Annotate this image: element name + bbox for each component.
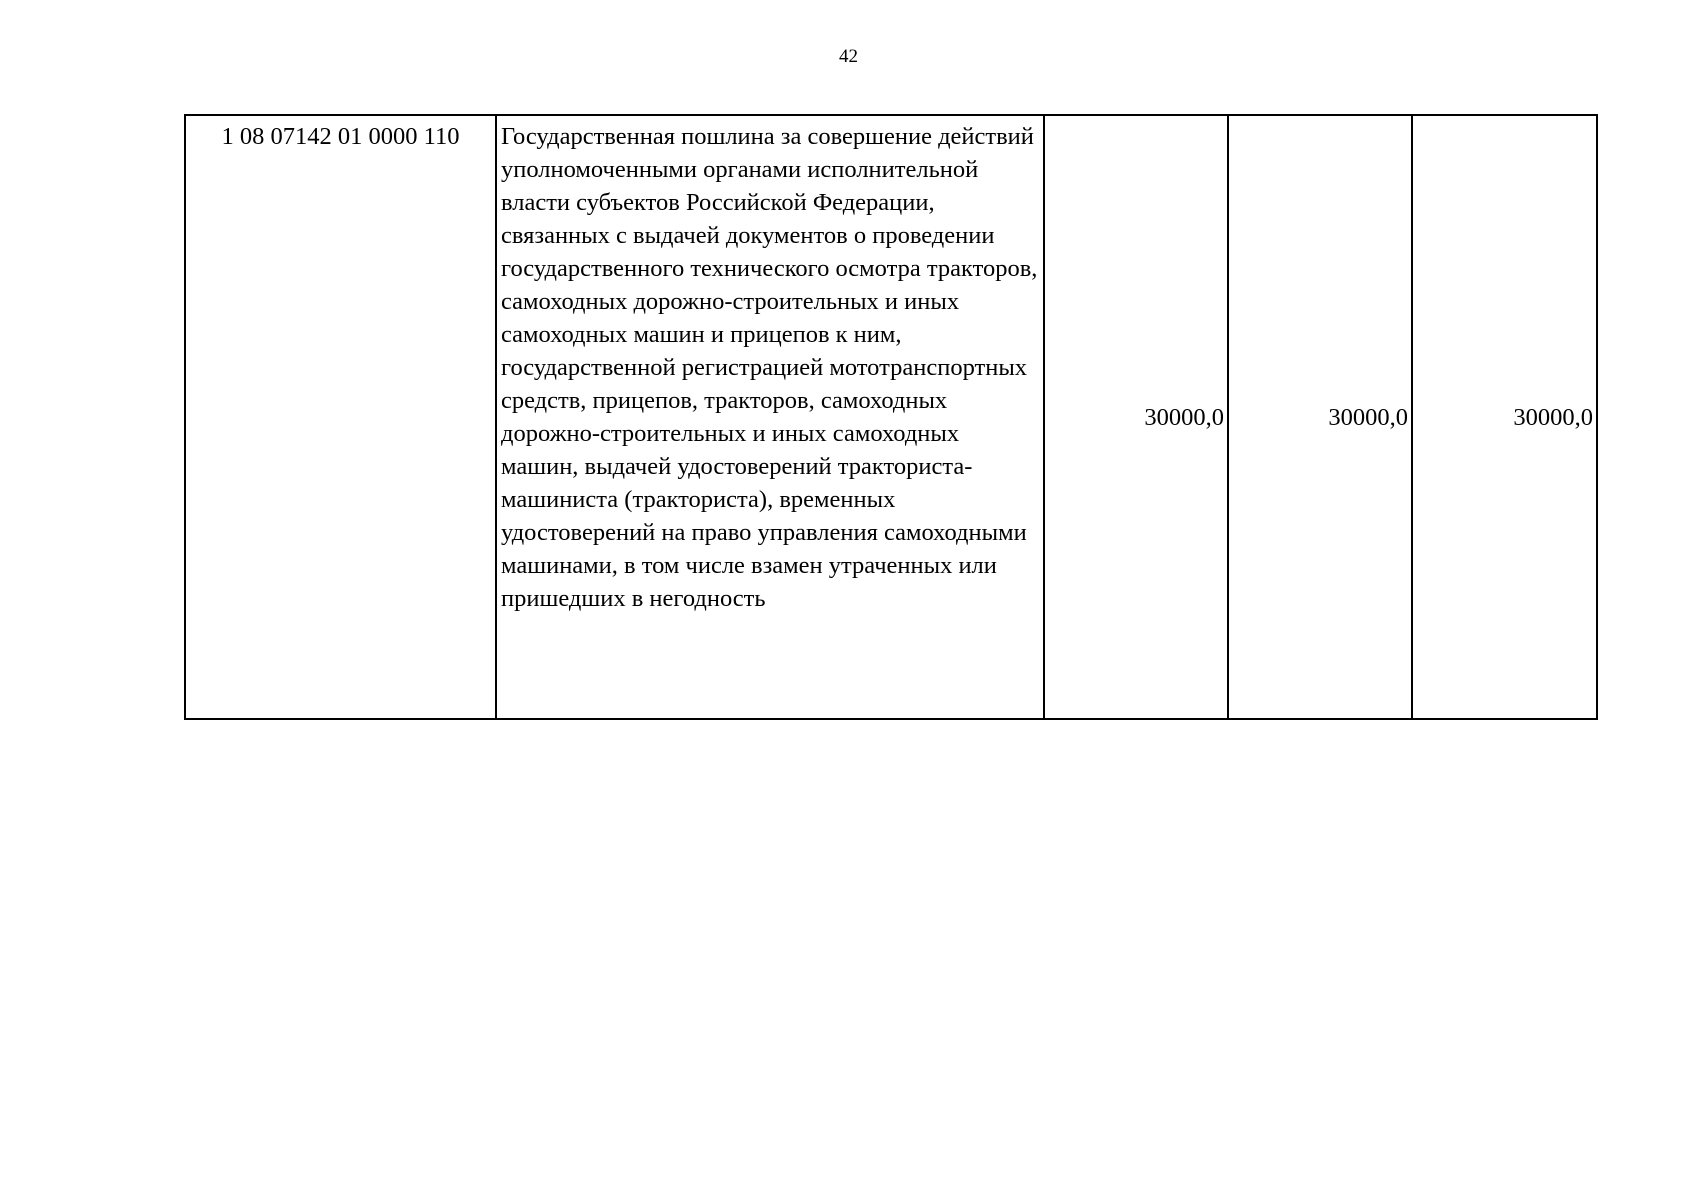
budget-classification-code-cell: 1 08 07142 01 0000 110	[185, 115, 496, 719]
amount-cell-2: 30000,0	[1228, 115, 1412, 719]
revenue-name-cell: Государственная пошлина за совершение действий уполномоченными органами исполнительной власти субъектов Российской Федерации, связанных с выдачей документов о проведении государственного технического осмотра тракторов, самоходных дорожно-строительных и иных самоходных машин и прицепов к ним, государственной регистрацией мототранспортных средств, прицепов, тракторов, самоходных дорожно-строительных и иных самоходных машин, выдачей удостоверений тракториста-машиниста (тракториста), временных удостоверений на право управления самоходными машинами, в том числе взамен утраченных или пришедших в негодность	[496, 115, 1044, 719]
table-row	[185, 115, 1597, 719]
amount-cell-3: 30000,0	[1412, 115, 1597, 719]
page-number: 42	[839, 46, 858, 67]
amount-cell-1: 30000,0	[1044, 115, 1228, 719]
budget-table	[184, 114, 1598, 720]
